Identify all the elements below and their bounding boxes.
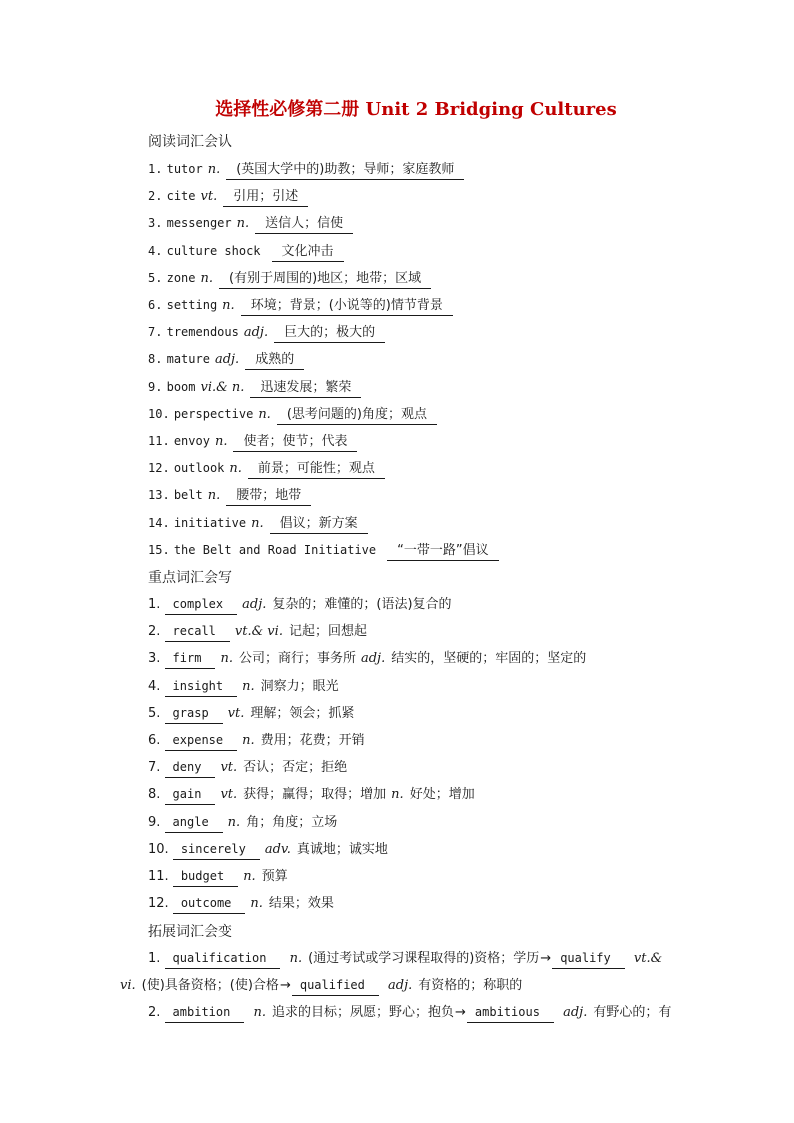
meaning: 真诚地；诚实地 bbox=[296, 841, 388, 857]
part-of-speech: n. bbox=[236, 216, 250, 232]
meaning: 预算 bbox=[261, 869, 288, 884]
part-of-speech: n. bbox=[222, 298, 235, 313]
part-of-speech: vi. bbox=[120, 978, 136, 993]
meaning: 洞察力；眼光 bbox=[260, 678, 339, 694]
arrow-icon: → bbox=[540, 951, 552, 966]
answer-blank: gain bbox=[165, 786, 216, 805]
part-of-speech: vt. bbox=[220, 760, 238, 776]
reading-item bbox=[148, 456, 385, 480]
reading-item bbox=[148, 239, 344, 263]
arrow-icon: → bbox=[279, 978, 291, 993]
reading-item bbox=[148, 483, 311, 507]
reading-item bbox=[148, 538, 499, 562]
answer-meaning: (有别于周围的)地区；地带；区域 bbox=[219, 270, 431, 289]
reading-item bbox=[148, 347, 304, 371]
writing-item bbox=[148, 675, 339, 699]
part-of-speech: n. bbox=[207, 488, 221, 504]
reading-item bbox=[148, 402, 437, 426]
part-of-speech: vi.& n. bbox=[200, 379, 245, 395]
answer-meaning: 前景；可能性；观点 bbox=[248, 460, 385, 479]
writing-item bbox=[148, 811, 337, 835]
answer-meaning: (思考问题的)角度；观点 bbox=[277, 406, 437, 425]
answer-blank: outcome bbox=[173, 895, 246, 914]
part-of-speech: n. bbox=[250, 896, 263, 912]
part-of-speech: vt.& bbox=[633, 951, 663, 966]
vocab-word: outlook bbox=[173, 461, 225, 476]
part-of-speech: vt. bbox=[220, 787, 238, 803]
answer-meaning: 腰带；地带 bbox=[226, 487, 311, 506]
extension-item-1-continued bbox=[120, 974, 522, 998]
item-number: 6. bbox=[148, 733, 161, 748]
item-number: 1. bbox=[148, 162, 163, 176]
vocab-word: initiative bbox=[173, 515, 247, 530]
part-of-speech: n. bbox=[242, 733, 255, 748]
meaning: 记起；回想起 bbox=[288, 624, 367, 640]
meaning: (通过考试或学习课程取得的)资格；学历 bbox=[308, 951, 540, 966]
item-number: 7. bbox=[148, 760, 161, 776]
answer-blank: ambitious bbox=[467, 1004, 554, 1023]
vocab-word: boom bbox=[166, 379, 196, 394]
answer-meaning: “一带一路”倡议 bbox=[387, 542, 498, 561]
vocab-word: messenger bbox=[166, 216, 232, 231]
reading-item bbox=[148, 266, 431, 290]
answer-meaning: 文化冲击 bbox=[272, 243, 344, 262]
answer-blank: qualified bbox=[292, 977, 379, 996]
vocab-word: envoy bbox=[173, 434, 210, 448]
answer-blank: deny bbox=[165, 759, 216, 778]
part-of-speech: n. bbox=[214, 434, 228, 449]
vocab-word: tutor bbox=[166, 162, 203, 176]
part-of-speech: n. bbox=[242, 678, 255, 694]
answer-blank: sincerely bbox=[173, 841, 260, 860]
part-of-speech: vt. bbox=[200, 189, 218, 205]
writing-item bbox=[148, 865, 288, 889]
part-of-speech: adj. bbox=[388, 978, 413, 993]
reading-item bbox=[148, 293, 453, 317]
part-of-speech: n. bbox=[289, 951, 303, 966]
part-of-speech: n. bbox=[253, 1005, 266, 1020]
part-of-speech: n. bbox=[207, 162, 221, 177]
meaning: 追求的目标；夙愿；野心；抱负 bbox=[272, 1005, 455, 1020]
writing-item bbox=[148, 892, 334, 916]
reading-item bbox=[148, 375, 361, 399]
item-number: 3. bbox=[148, 651, 161, 667]
vocab-word: zone bbox=[166, 270, 196, 285]
item-number: 9. bbox=[148, 814, 161, 830]
section-heading-reading: 阅读词汇会认 bbox=[148, 134, 232, 150]
answer-blank: qualification bbox=[165, 950, 281, 969]
part-of-speech: n. bbox=[227, 814, 241, 830]
item-number: 2. bbox=[148, 189, 163, 204]
answer-blank: recall bbox=[165, 623, 230, 642]
answer-blank: ambition bbox=[165, 1004, 245, 1023]
meaning: 结果；效果 bbox=[268, 896, 334, 912]
answer-meaning: 使者；使节；代表 bbox=[233, 433, 357, 452]
part-of-speech: adj. bbox=[214, 352, 240, 368]
part-of-speech: n. bbox=[229, 461, 242, 477]
item-number: 1. bbox=[148, 951, 161, 966]
reading-item bbox=[148, 511, 368, 535]
answer-meaning: 引用；引述 bbox=[223, 188, 308, 207]
extension-item-1 bbox=[148, 947, 668, 971]
arrow-icon: → bbox=[455, 1005, 466, 1020]
part-of-speech: n. bbox=[258, 406, 271, 422]
item-number: 5. bbox=[148, 270, 163, 285]
item-number: 15. bbox=[148, 542, 170, 557]
reading-item bbox=[148, 320, 385, 344]
writing-item bbox=[148, 838, 388, 862]
vocab-word: perspective bbox=[173, 406, 254, 421]
part-of-speech: n. bbox=[251, 515, 264, 531]
item-number: 9. bbox=[148, 379, 163, 394]
part-of-speech: adv. bbox=[264, 841, 291, 857]
item-number: 2. bbox=[148, 1005, 161, 1020]
item-number: 3. bbox=[148, 216, 163, 231]
answer-blank: qualify bbox=[552, 950, 625, 969]
answer-blank: insight bbox=[165, 678, 238, 697]
answer-meaning: 迅速发展；繁荣 bbox=[250, 379, 361, 398]
reading-item bbox=[148, 184, 308, 208]
vocab-word: cite bbox=[166, 189, 196, 204]
answer-blank: firm bbox=[165, 650, 216, 669]
writing-item bbox=[148, 647, 586, 671]
part-of-speech: vt.& vi. bbox=[234, 624, 283, 640]
item-number: 6. bbox=[148, 298, 163, 312]
answer-meaning: 环境；背景；(小说等的)情节背景 bbox=[241, 297, 453, 316]
answer-blank: expense bbox=[165, 732, 238, 751]
item-number: 12. bbox=[148, 896, 169, 912]
meaning: 复杂的；难懂的；(语法)复合的 bbox=[272, 597, 452, 612]
answer-meaning: 倡议；新方案 bbox=[270, 515, 368, 534]
extension-item-2 bbox=[148, 1001, 671, 1025]
reading-item bbox=[148, 429, 357, 453]
answer-blank: budget bbox=[173, 868, 238, 887]
answer-blank: complex bbox=[165, 596, 238, 615]
vocab-word: the Belt and Road Initiative bbox=[173, 542, 377, 557]
vocab-word: mature bbox=[166, 352, 210, 367]
vocab-word: belt bbox=[173, 488, 203, 503]
item-number: 2. bbox=[148, 624, 161, 640]
answer-blank: grasp bbox=[165, 705, 223, 724]
answer-meaning: (英国大学中的)助教；导师；家庭教师 bbox=[226, 161, 464, 180]
item-number: 10. bbox=[148, 841, 169, 857]
item-number: 11. bbox=[148, 869, 169, 884]
meaning: 好处；增加 bbox=[409, 787, 475, 803]
reading-item bbox=[148, 157, 464, 181]
vocab-word: setting bbox=[166, 298, 218, 312]
reading-item bbox=[148, 211, 353, 235]
item-number: 8. bbox=[148, 787, 161, 803]
writing-item bbox=[148, 756, 347, 780]
meaning: 公司；商行；事务所 bbox=[238, 651, 356, 667]
answer-blank: angle bbox=[165, 814, 223, 833]
answer-meaning: 巨大的；极大的 bbox=[274, 324, 385, 343]
part-of-speech: n. bbox=[243, 869, 256, 884]
meaning: 有资格的；称职的 bbox=[418, 978, 523, 993]
writing-item bbox=[148, 620, 367, 644]
answer-meaning: 成熟的 bbox=[245, 351, 304, 370]
meaning: 获得；赢得；取得；增加 bbox=[243, 787, 387, 803]
part-of-speech: vt. bbox=[227, 705, 245, 721]
writing-item bbox=[148, 702, 354, 726]
part-of-speech: adj. bbox=[360, 651, 386, 667]
item-number: 10. bbox=[148, 406, 170, 421]
part-of-speech: adj. bbox=[563, 1005, 588, 1020]
meaning: 否认；否定；拒绝 bbox=[243, 760, 348, 776]
section-heading-extension: 拓展词汇会变 bbox=[148, 924, 232, 940]
item-number: 13. bbox=[148, 488, 170, 503]
item-number: 1. bbox=[148, 597, 161, 612]
meaning: 理解；领会；抓紧 bbox=[250, 705, 355, 721]
meaning: (使)具备资格；(使)合格 bbox=[141, 978, 279, 993]
page-title: 选择性必修第二册 Unit 2 Bridging Cultures bbox=[215, 99, 617, 120]
item-number: 5. bbox=[148, 705, 161, 721]
part-of-speech: n. bbox=[200, 270, 214, 286]
meaning: 费用；花费；开销 bbox=[260, 733, 365, 748]
answer-meaning: 送信人；信使 bbox=[255, 215, 353, 234]
part-of-speech: adj. bbox=[242, 597, 267, 612]
item-number: 12. bbox=[148, 461, 170, 476]
item-number: 11. bbox=[148, 434, 170, 448]
writing-item bbox=[148, 783, 475, 807]
section-heading-writing: 重点词汇会写 bbox=[148, 570, 232, 586]
meaning: 结实的，坚硬的；牢固的；坚定的 bbox=[391, 651, 587, 667]
vocab-word: tremendous bbox=[166, 325, 239, 340]
part-of-speech: n. bbox=[391, 787, 404, 803]
item-number: 4. bbox=[148, 678, 161, 694]
writing-item bbox=[148, 593, 452, 617]
vocab-word: culture shock bbox=[166, 243, 261, 258]
meaning: 角；角度；立场 bbox=[246, 814, 338, 830]
part-of-speech: n. bbox=[220, 651, 233, 667]
part-of-speech: adj. bbox=[243, 325, 269, 341]
meaning: 有野心的；有 bbox=[593, 1005, 672, 1020]
writing-item bbox=[148, 729, 365, 753]
item-number: 8. bbox=[148, 352, 163, 367]
item-number: 14. bbox=[148, 515, 170, 530]
item-number: 7. bbox=[148, 325, 163, 340]
item-number: 4. bbox=[148, 243, 163, 258]
